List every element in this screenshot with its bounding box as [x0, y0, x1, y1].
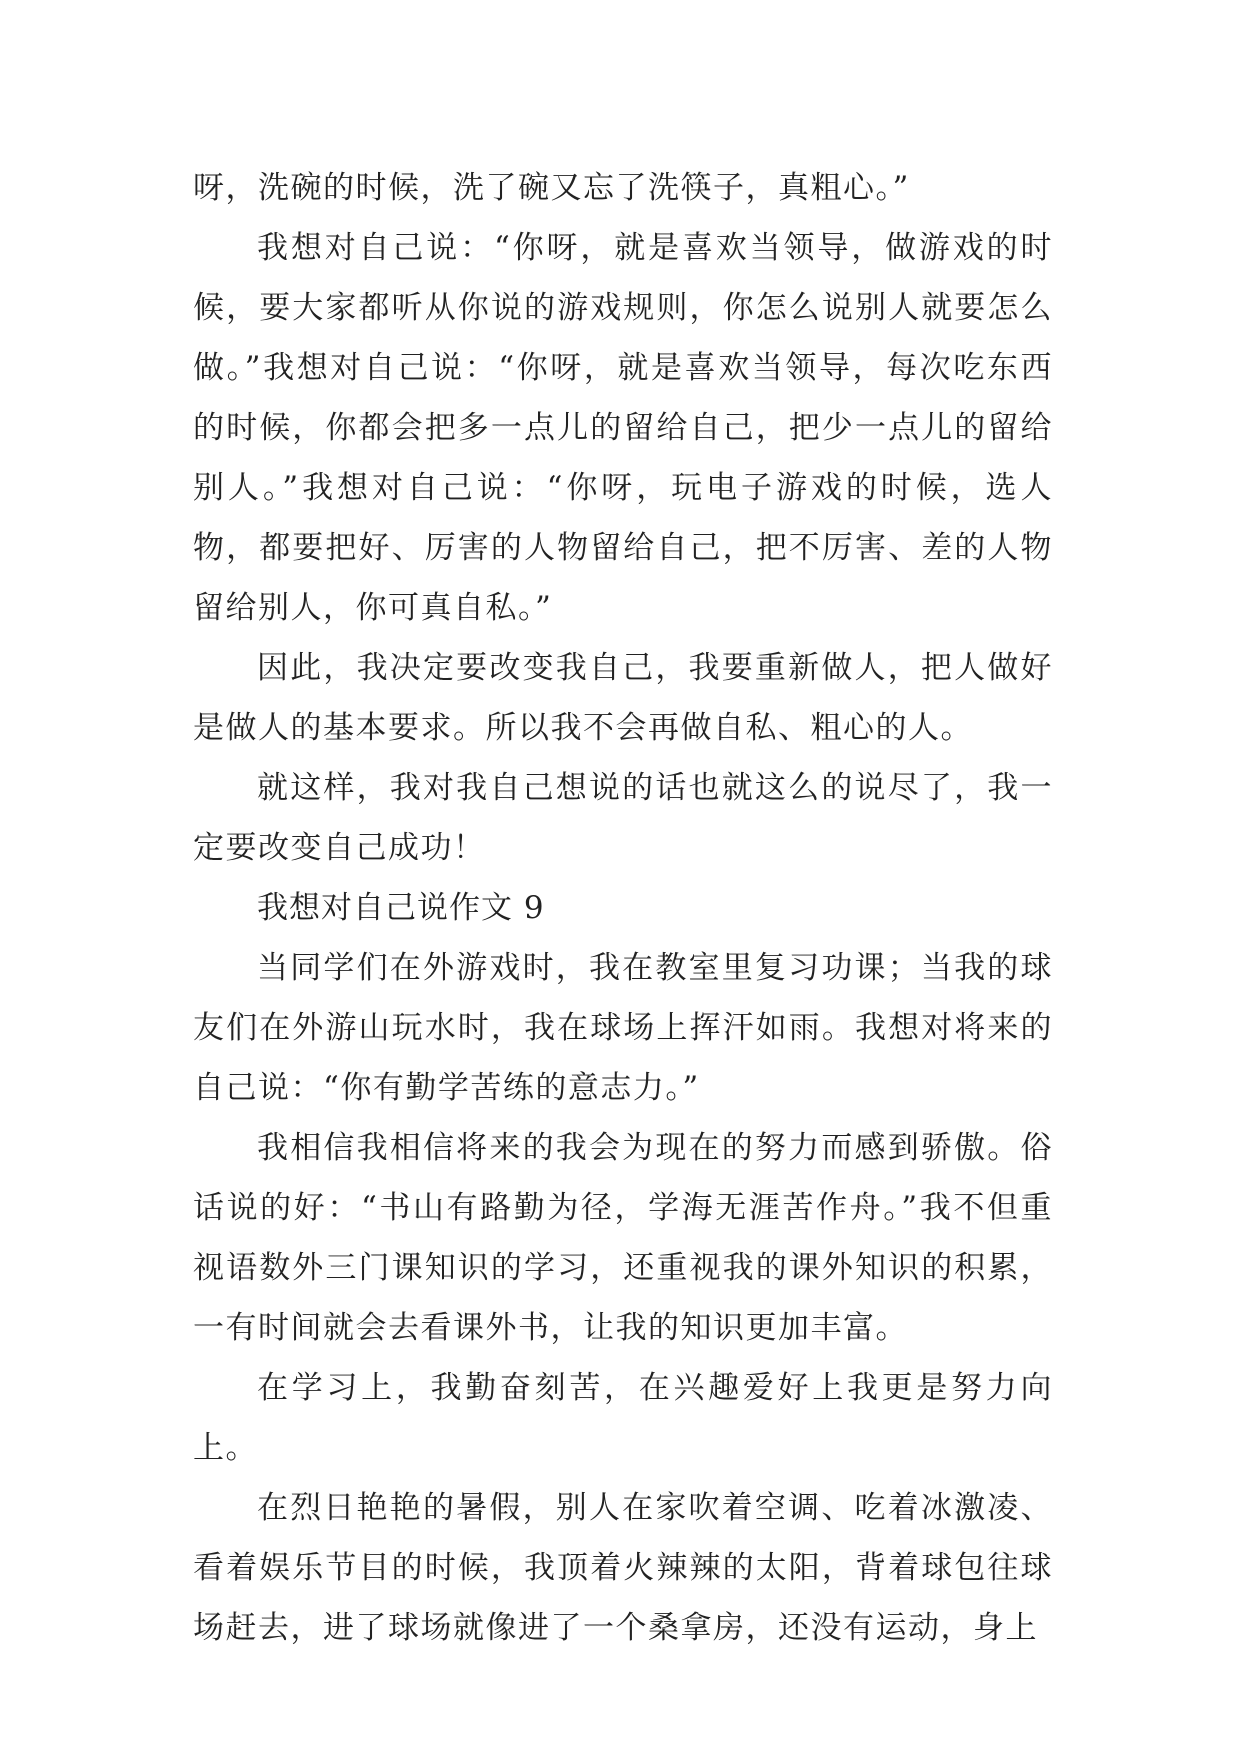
paragraph-continuation: 呀，洗碗的时候，洗了碗又忘了洗筷子，真粗心。” [193, 170, 910, 206]
paragraph: 在烈日艳艳的暑假，别人在家吹着空调、吃着冰激凌、看着娱乐节目的时候，我顶着火辣辣的太阳，背着球包往球场赶去，进了球场就像进了一个桑拿房，还没有运动，身上 [193, 1490, 1053, 1646]
paragraph: 因此，我决定要改变我自己，我要重新做人，把人做好是做人的基本要求。所以我不会再做自私、粗心的人。 [193, 650, 1053, 746]
document-body [193, 158, 1053, 1658]
paragraph: 就这样，我对我自己想说的话也就这么的说尽了，我一定要改变自己成功！ [193, 770, 1053, 866]
paragraph: 我想对自己说：“你呀，就是喜欢当领导，做游戏的时候，要大家都听从你说的游戏规则，你怎么说别人就要怎么做。”我想对自己说：“你呀，就是喜欢当领导，每次吃东西的时候，你都会把多一点儿的留给自己，把少一点儿的留给别人。”我想对自己说：“你呀，玩电子游戏的时候，选人物，都要把好、厉害的人物留给自己，把不厉害、差的人物留给别人，你可真自私。” [193, 230, 1053, 626]
paragraph: 在学习上，我勤奋刻苦，在兴趣爱好上我更是努力向上。 [193, 1370, 1053, 1466]
section-heading: 我想对自己说作文 9 [257, 890, 545, 926]
paragraph: 当同学们在外游戏时，我在教室里复习功课；当我的球友们在外游山玩水时，我在球场上挥汗如雨。我想对将来的自己说：“你有勤学苦练的意志力。” [193, 950, 1053, 1106]
paragraph: 我相信我相信将来的我会为现在的努力而感到骄傲。俗话说的好：“书山有路勤为径，学海无涯苦作舟。”我不但重视语数外三门课知识的学习，还重视我的课外知识的积累，一有时间就会去看课外书，让我的知识更加丰富。 [193, 1130, 1053, 1346]
